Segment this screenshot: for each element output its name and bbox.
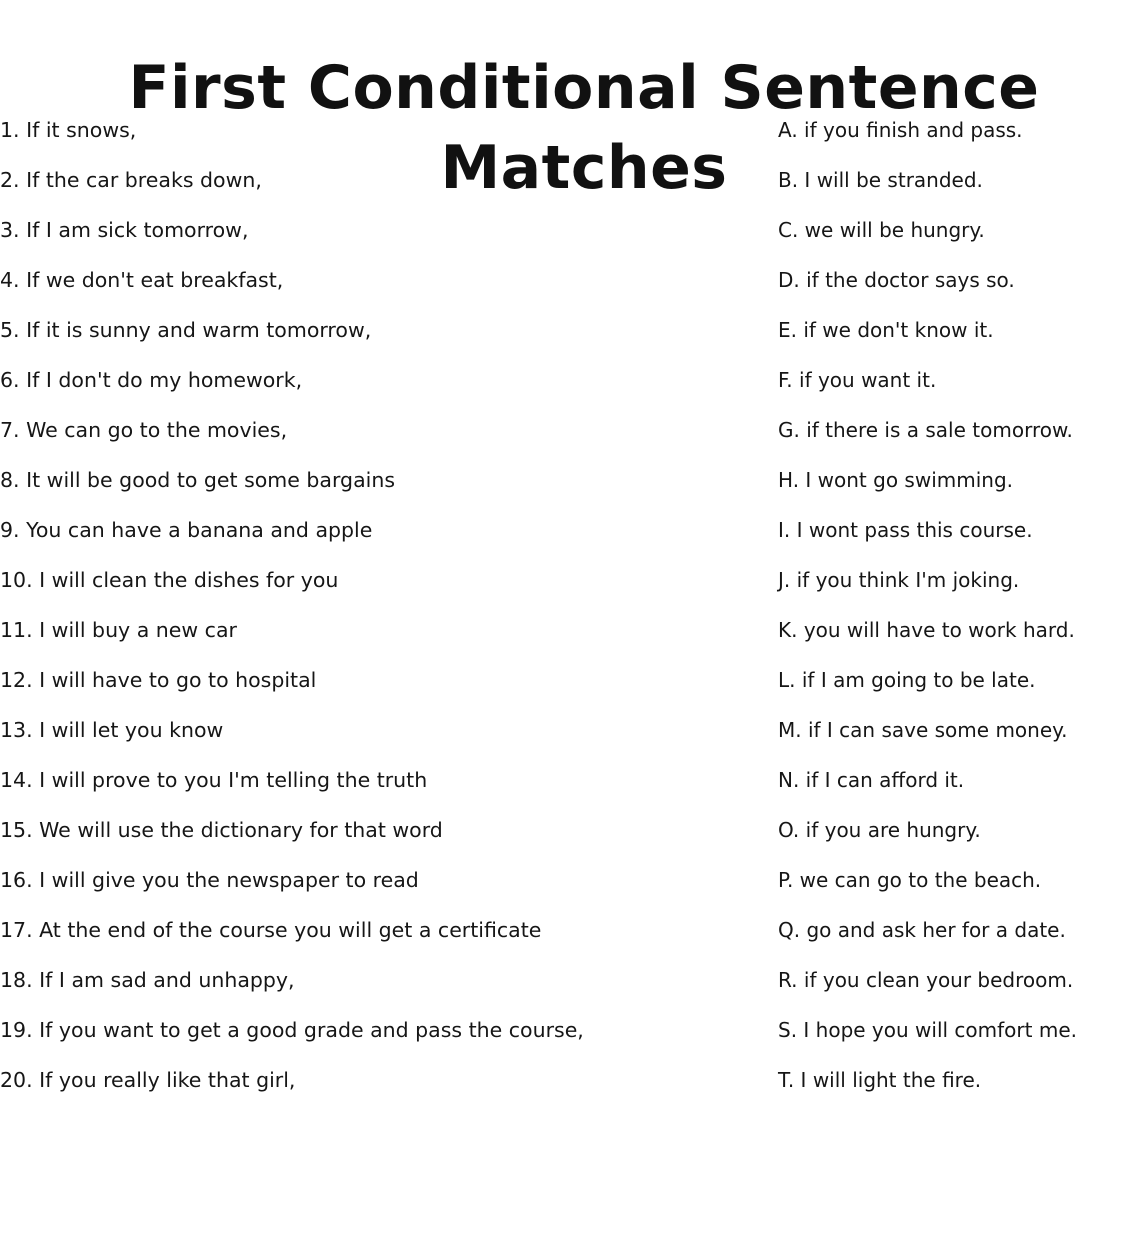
sentence-ending-item: R. if you clean your bedroom.: [778, 968, 1074, 992]
sentence-beginning-item: 6. If I don't do my homework,: [0, 368, 303, 392]
sentence-beginning-item: 15. We will use the dictionary for that word: [0, 818, 443, 842]
sentence-ending-item: G. if there is a sale tomorrow.: [778, 418, 1073, 442]
sentence-beginning-item: 14. I will prove to you I'm telling the truth: [0, 768, 428, 792]
sentence-ending-item: M. if I can save some money.: [778, 718, 1068, 742]
sentence-beginning-item: 2. If the car breaks down,: [0, 168, 262, 192]
sentence-beginning-item: 10. I will clean the dishes for you: [0, 568, 339, 592]
page-title: First Conditional Sentence Matches: [128, 53, 1040, 204]
sentence-ending-item: F. if you want it.: [778, 368, 937, 392]
sentence-ending-item: B. I will be stranded.: [778, 168, 983, 192]
sentence-beginnings-list: [0, 112, 740, 1112]
sentence-ending-item: K. you will have to work hard.: [778, 618, 1075, 642]
sentence-endings-list: [778, 112, 1123, 1112]
sentence-beginning-item: 5. If it is sunny and warm tomorrow,: [0, 318, 372, 342]
sentence-beginning-item: 3. If I am sick tomorrow,: [0, 218, 249, 242]
sentence-ending-item: T. I will light the fire.: [778, 1068, 982, 1092]
sentence-ending-item: H. I wont go swimming.: [778, 468, 1013, 492]
sentence-ending-item: C. we will be hungry.: [778, 218, 985, 242]
sentence-beginning-item: 13. I will let you know: [0, 718, 224, 742]
sentence-beginning-item: 19. If you want to get a good grade and pass the course,: [0, 1018, 584, 1042]
sentence-ending-item: P. we can go to the beach.: [778, 868, 1042, 892]
sentence-ending-item: D. if the doctor says so.: [778, 268, 1015, 292]
sentence-beginning-item: 12. I will have to go to hospital: [0, 668, 317, 692]
sentence-ending-item: S. I hope you will comfort me.: [778, 1018, 1077, 1042]
sentence-ending-item: E. if we don't know it.: [778, 318, 994, 342]
sentence-beginning-item: 8. It will be good to get some bargains: [0, 468, 395, 492]
sentence-beginning-item: 7. We can go to the movies,: [0, 418, 288, 442]
sentence-beginning-item: 4. If we don't eat breakfast,: [0, 268, 284, 292]
sentence-beginning-item: 1. If it snows,: [0, 118, 137, 142]
sentence-beginning-item: 11. I will buy a new car: [0, 618, 237, 642]
sentence-beginning-item: 16. I will give you the newspaper to read: [0, 868, 419, 892]
sentence-ending-item: Q. go and ask her for a date.: [778, 918, 1066, 942]
sentence-beginning-item: 17. At the end of the course you will get a certificate: [0, 918, 542, 942]
sentence-ending-item: N. if I can afford it.: [778, 768, 965, 792]
sentence-ending-item: L. if I am going to be late.: [778, 668, 1036, 692]
sentence-beginning-item: 9. You can have a banana and apple: [0, 518, 373, 542]
sentence-ending-item: J. if you think I'm joking.: [778, 568, 1020, 592]
sentence-ending-item: A. if you finish and pass.: [778, 118, 1023, 142]
sentence-ending-item: I. I wont pass this course.: [778, 518, 1033, 542]
sentence-ending-item: O. if you are hungry.: [778, 818, 981, 842]
sentence-beginning-item: 18. If I am sad and unhappy,: [0, 968, 295, 992]
sentence-beginning-item: 20. If you really like that girl,: [0, 1068, 296, 1092]
